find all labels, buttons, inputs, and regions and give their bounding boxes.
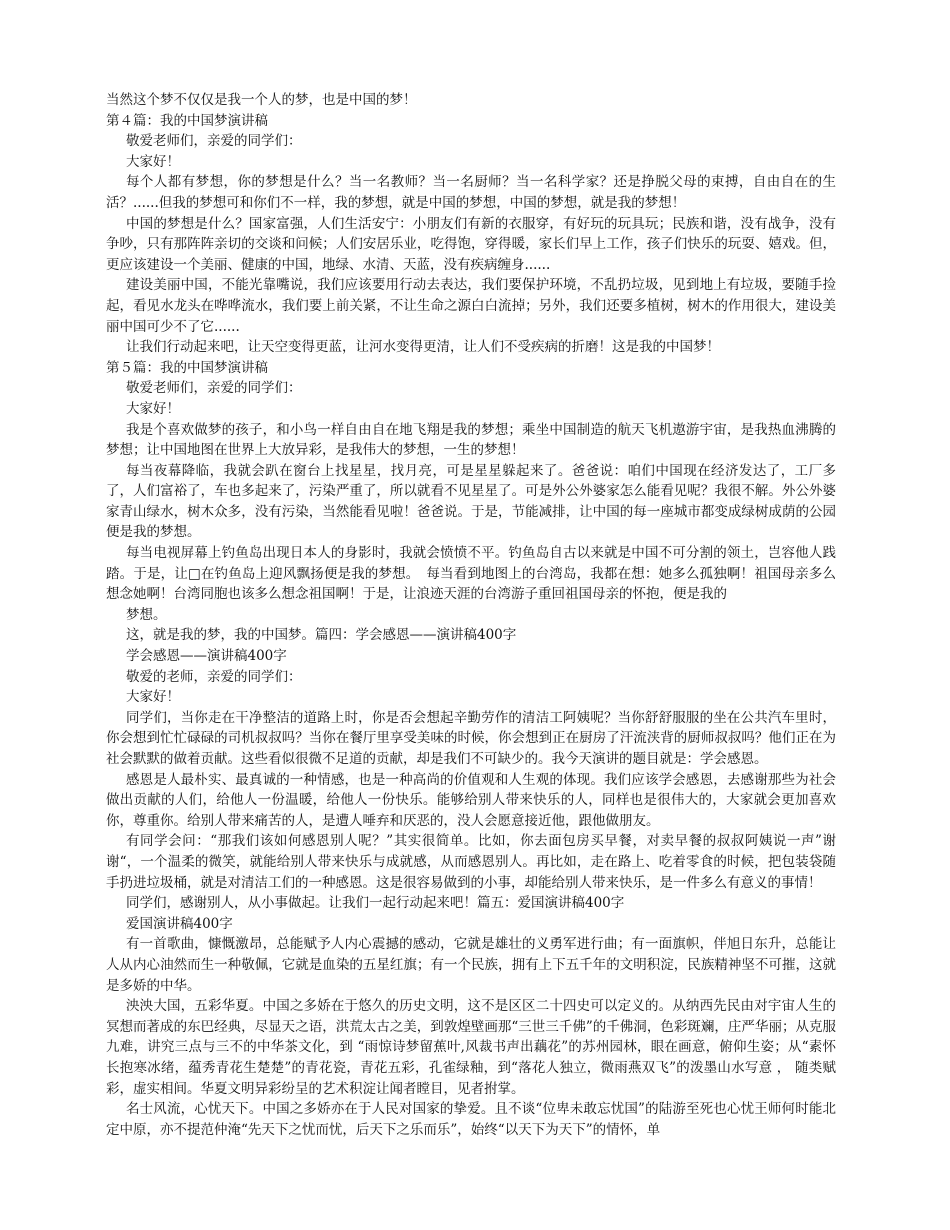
- paragraph: 这，就是我的梦，我的中国梦。篇四：学会感恩——演讲稿400字: [126, 627, 517, 644]
- salutation: 敬爱老师们，亲爱的同学们：: [126, 380, 302, 397]
- paragraph: 梦想。: [126, 606, 167, 623]
- greeting: 大家好！: [126, 689, 180, 706]
- paragraph: 每个人都有梦想，你的梦想是什么？当一名教师？当一名厨师？当一名科学家？还是挣脱父母的束搏，自由自在的生活？......但我的梦想可和你们不一样，我的梦想，就是中国的梦想，中国的梦想，就是我的梦想！: [106, 174, 836, 211]
- salutation: 敬爱老师们，亲爱的同学们：: [126, 133, 302, 150]
- section-heading: 第５篇：我的中国梦演讲稿: [106, 359, 268, 376]
- paragraph: 每当夜幕降临，我就会趴在窗台上找星星，找月亮，可是星星躲起来了。爸爸说：咱们中国现在经济发达了，工厂多了，人们富裕了，车也多起来了，污染严重了，所以就看不见星星了。可是外公外婆家怎么能看见呢？我很不解。外公外婆家青山绿水，树木众多，没有污染，当然能看见啦！爸爸说。于是，节能减排，让中国的每一座城市都变成绿树成荫的公园便是我的梦想。: [106, 462, 836, 541]
- paragraph: 让我们行动起来吧，让天空变得更蓝，让河水变得更清，让人们不受疾病的折磨！这是我的中国梦！: [126, 339, 720, 356]
- paragraph: 中国的梦想是什么？国家富强，人们生活安宁：小朋友们有新的衣服穿，有好玩的玩具玩；民族和谐，没有战争，没有争吵，只有那阵阵亲切的交谈和问候；人们安居乐业，吃得饱，穿得暖，家长们早上工作，孩子们快乐的玩耍、嬉戏。但，更应该建设一个美丽、健康的中国，地绿、水清、天蓝，没有疾病缠身......: [106, 215, 836, 273]
- paragraph: 建设美丽中国，不能光靠嘴说，我们应该要用行动去表达，我们要保护环境，不乱扔垃圾，见到地上有垃圾，要随手捡起，看见水龙头在哗哗流水，我们要上前关紧，不让生命之源白白流掉；另外，我们还要多植树，树木的作用很大，建设美丽中国可少不了它......: [106, 277, 836, 335]
- paragraph: 泱泱大国，五彩华夏。中国之多娇在于悠久的历史文明，这不是区区二十四史可以定义的。从纳西先民由对宇宙人生的冥想而著成的东巴经典，尽显天之语，洪荒太古之美，到敦煌壁画那“三世三千佛”的千佛洞，色彩斑斓，庄严华丽；从克服九难，讲究三点与三不的中华茶文化，到 “雨惊诗梦留蕉叶,风裁书声出藕花”的苏州园林，眼在画意，俯仰生姿；从“素怀长抱寒冰绪，蕴秀青花生楚楚”的青花瓷，青花五彩，孔雀绿釉，到“落花人独立，微雨燕双飞”的泼墨山水写意 ， 随类赋彩，虚实相间。华夏文明异彩纷呈的艺术积淀让闻者瞠目，见者拊掌。: [106, 998, 836, 1097]
- paragraph: 有同学会问：“那我们该如何感恩别人呢？”其实很简单。比如，你去面包房买早餐，对卖早餐的叔叔阿姨说一声”谢谢“，一个温柔的微笑，就能给别人带来快乐与成就感，从而感恩别人。再比如，走在路上、吃着零食的时候，把包装袋随手扔进垃圾桶，就是对清洁工们的一种感恩。这是很容易做到的小事，却能给别人带来快乐，是一件多么有意义的事情！: [106, 833, 836, 891]
- paragraph: 同学们，当你走在干净整洁的道路上时，你是否会想起辛勤劳作的清洁工阿姨呢？当你舒舒服服的坐在公共汽车里时，你会想到忙忙碌碌的司机叔叔吗？当你在餐厅里享受美味的时候，你会想到正在厨房了汗流浃背的厨师叔叔吗？他们正在为社会默默的做着贡献。这些看似很微不足道的贡献，却是我们不可缺少的。我今天演讲的题目就是：学会感恩。: [106, 709, 836, 767]
- greeting: 大家好！: [126, 153, 180, 170]
- paragraph: 有一首歌曲，慷慨激昂，总能赋予人内心震撼的感动，它就是雄壮的义勇军进行曲；有一面旗帜，伴旭日东升，总能让人从内心油然而生一种敬佩，它就是血染的五星红旗；有一个民族，拥有上下五千年的文明积淀，民族精神坚不可摧，这就是多娇的中华。: [106, 936, 836, 994]
- section-heading: 爱国演讲稿400字: [126, 915, 233, 932]
- paragraph: 感恩是人最朴实、最真诚的一种情感，也是一种高尚的价值观和人生观的体现。我们应该学会感恩，去感谢那些为社会做出贡献的人们，给他人一份温暖，给他人一份快乐。能够给别人带来快乐的人，同样也是很伟大的，大家就会更加喜欢你，尊重你。给别人带来痛苦的人，是遭人唾弃和厌恶的，没人会愿意接近他，跟他做朋友。: [106, 771, 836, 829]
- section-heading: 第４篇：我的中国梦演讲稿: [106, 112, 268, 129]
- paragraph: 我是个喜欢做梦的孩子，和小鸟一样自由自在地飞翔是我的梦想；乘坐中国制造的航天飞机遨游宇宙，是我热血沸腾的梦想；让中国地图在世界上大放异彩，是我伟大的梦想，一生的梦想！: [106, 421, 836, 459]
- salutation: 敬爱的老师，亲爱的同学们：: [126, 668, 302, 685]
- paragraph: 名士风流，心忧天下。中国之多娇亦在于人民对国家的挚爱。且不谈“位卑未敢忘忧国”的陆游至死也心忧王师何时能北定中原，亦不提范仲淹“先天下之忧而忧，后天下之乐而乐”，始终“以天下为天下”的情怀，单: [106, 1101, 836, 1138]
- paragraph: 当然这个梦不仅仅是我一个人的梦，也是中国的梦！: [106, 92, 417, 108]
- paragraph: 每当电视屏幕上钓鱼岛出现日本人的身影时，我就会愤愤不平。钓鱼岛自古以来就是中国不可分割的领土，岂容他人践踏。于是，让□在钓鱼岛上迎风飘扬便是我的梦想。 每当看到地图上的台湾岛，我都在想：她多么孤独啊！祖国母亲多么想念她啊！台湾同胞也该多么想念祖国啊！于是，让浪迹天涯的台湾游子重回祖国母亲的怀抱，便是我的: [106, 545, 836, 603]
- section-heading: 学会感恩——演讲稿400字: [126, 648, 287, 665]
- greeting: 大家好！: [126, 400, 180, 417]
- paragraph: 同学们，感谢别人，从小事做起。让我们一起行动起来吧！篇五：爱国演讲稿400字: [126, 895, 625, 912]
